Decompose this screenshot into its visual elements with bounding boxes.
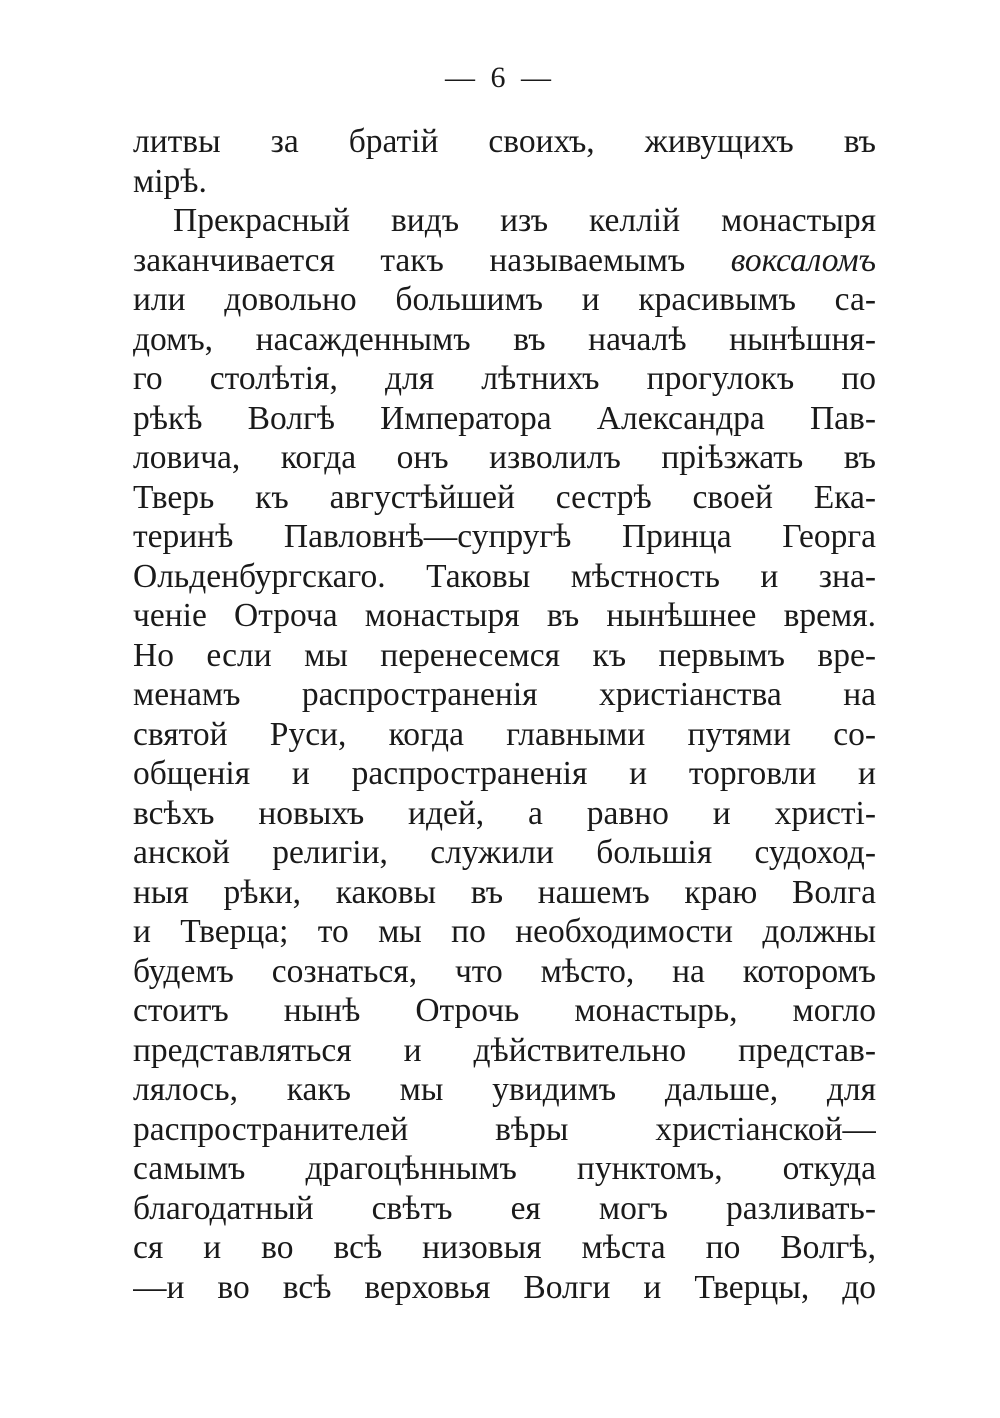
text-line: будемъ сознаться, что мѣсто, на которомъ (133, 952, 876, 990)
italic-term: воксаломъ (730, 241, 876, 279)
text-line: представляться и дѣйствительно представ- (133, 1031, 876, 1069)
text-line: самымъ драгоцѣннымъ пунктомъ, откуда (133, 1150, 876, 1187)
text-line: теринѣ Павловнѣ—супругѣ Принца Георга (133, 518, 876, 555)
text-line: рѣкѣ Волгѣ Императора Александра Пав- (133, 399, 876, 437)
text-line: го столѣтія, для лѣтнихъ прогулокъ по (133, 360, 876, 397)
text-line: ныя рѣки, каковы въ нашемъ краю Волга (133, 873, 876, 911)
text-line: всѣхъ новыхъ идей, а равно и христі- (133, 794, 876, 832)
page-number: — 6 — (445, 61, 555, 94)
text-line: или довольно большимъ и красивымъ са- (133, 281, 876, 318)
text-segment: заканчивается такъ называемымъ (133, 241, 731, 279)
text-line: Тверь къ августѣйшей сестрѣ своей Ека- (133, 478, 876, 516)
text-line: лялось, какъ мы увидимъ дальше, для (133, 1071, 876, 1108)
text-line: распространителей вѣры христіанской— (133, 1110, 876, 1148)
text-line: менамъ распространенія христіанства на (133, 676, 876, 713)
text-line: домъ, насажденнымъ въ началѣ нынѣшня- (133, 320, 876, 358)
text-line: стоитъ нынѣ Отрочь монастырь, могло (133, 992, 876, 1029)
text-line: литвы за братій своихъ, живущихъ въ (133, 123, 876, 160)
body-text (133, 122, 876, 1307)
text-line: —и во всѣ верховья Волги и Тверцы, до (133, 1268, 876, 1306)
text-line: и Тверца; то мы по необходимости должны (133, 913, 876, 950)
text-line: ся и во всѣ низовыя мѣста по Волгѣ, (133, 1229, 876, 1266)
text-line: общенія и распространенія и торговли и (133, 755, 876, 792)
text-line: Ольденбургскаго. Таковы мѣстность и зна- (133, 557, 876, 595)
text-line (133, 241, 876, 281)
text-line: святой Руси, когда главными путями со- (133, 715, 876, 753)
text-line: Но если мы перенесемся къ первымъ вре- (133, 636, 876, 674)
text-line: ченіе Отроча монастыря въ нынѣшнее время. (133, 597, 876, 634)
text-line: анской религіи, служили большія судоход- (133, 834, 876, 871)
text-line: мірѣ. (133, 162, 207, 200)
text-line: ловича, когда онъ изволилъ пріѣзжать въ (133, 439, 876, 476)
text-line: Прекрасный видъ изъ келлій монастыря (173, 202, 876, 239)
text-line: благодатный свѣтъ ея могъ разливать- (133, 1189, 876, 1227)
